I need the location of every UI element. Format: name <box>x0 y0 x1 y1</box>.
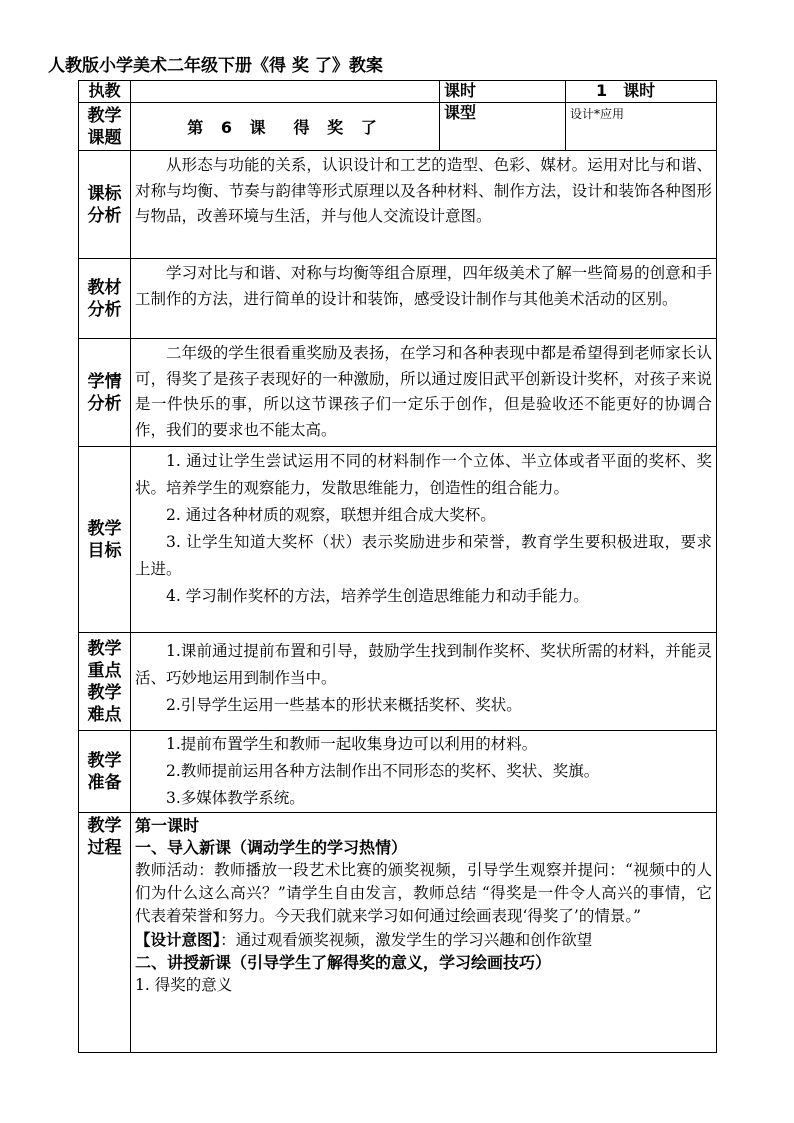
learner-analysis-content <box>131 339 717 447</box>
period-label: 课时 <box>440 81 566 103</box>
section-curriculum-analysis <box>79 151 717 259</box>
part1-heading: 一、导入新课（调动学生的学习热情） <box>135 838 408 857</box>
teaching-process-label: 教学 过程 <box>79 813 131 1053</box>
preparation-item: 1.提前布置学生和教师一起收集身边可以利用的材料。 <box>166 735 538 753</box>
curriculum-analysis-content <box>131 151 717 259</box>
section-teaching-process <box>79 813 717 1053</box>
lesson-heading: 第一课时 <box>135 816 200 835</box>
key-difficult-points-label: 教学 重点 教学 难点 <box>79 633 131 731</box>
textbook-analysis-content <box>131 259 717 339</box>
topic-label: 教学 课题 <box>79 103 131 151</box>
key-difficult-points-content <box>131 633 717 731</box>
course-title: 第 6 课 得 奖 了 <box>131 103 440 151</box>
period-value: 1 课时 <box>566 81 717 103</box>
curriculum-analysis-label: 课标 分析 <box>79 151 131 259</box>
design-intent <box>135 928 712 952</box>
preparation-item: 3.多媒体教学系统。 <box>166 789 305 807</box>
objective-item: 4. 学习制作奖杯的方法，培养学生创造思维能力和动手能力。 <box>166 587 589 605</box>
section-teaching-objectives <box>79 447 717 633</box>
lesson-type-label: 课型 <box>440 103 566 151</box>
teaching-process-content <box>131 813 717 1053</box>
key-point-item: 2.引导学生运用一些基本的形状来概括奖杯、奖状。 <box>166 696 522 714</box>
teaching-objectives-label: 教学 目标 <box>79 447 131 633</box>
learner-analysis-label: 学情 分析 <box>79 339 131 447</box>
objective-item: 1. 通过让学生尝试运用不同的材料制作一个立体、半立体或者平面的奖杯、奖状。培养学生的观察能力，发散思维能力，创造性的组合能力。 <box>135 452 712 497</box>
section-textbook-analysis <box>79 259 717 339</box>
lesson-plan-table <box>78 80 717 1053</box>
textbook-analysis-label: 教材 分析 <box>79 259 131 339</box>
objective-item: 2. 通过各种材质的观察，联想并组合成大奖杯。 <box>166 506 496 524</box>
part2-heading: 二、讲授新课（引导学生了解得奖的意义，学习绘画技巧） <box>135 953 552 972</box>
design-intent-text: ：通过观看颁奖视频，激发学生的学习兴趣和创作欲望 <box>220 931 593 949</box>
header-row-teacher <box>79 81 717 103</box>
teaching-preparation-label: 教学 准备 <box>79 731 131 813</box>
design-intent-label: 【设计意图】 <box>135 930 221 949</box>
preparation-item: 2.教师提前运用各种方法制作出不同形态的奖杯、奖状、奖旗。 <box>166 762 600 780</box>
curriculum-analysis-text: 从形态与功能的关系，认识设计和工艺的造型、色彩、媒材。运用对比与和谐、对称与均衡、节奏与韵律等形式原理以及各种材料、制作方法，设计和装饰各种图形与物品，改善环境与生活，并与他人交流设计意图。 <box>135 156 712 225</box>
header-row-topic <box>79 103 717 151</box>
lesson-type-value: 设计*应用 <box>566 103 717 151</box>
section-key-difficult-points <box>79 633 717 731</box>
part2-item: 1. 得奖的意义 <box>135 976 233 994</box>
learner-analysis-text: 二年级的学生很看重奖励及表扬，在学习和各种表现中都是希望得到老师家长认可，得奖了是孩子表现好的一种激励，所以通过废旧武平创新设计奖杯，对孩子来说是一件快乐的事，所以这节课孩子们一定乐于创作，但是验收还不能更好的协调合作，我们的要求也不能太高。 <box>135 344 712 439</box>
document-title: 人教版小学美术二年级下册《得 奖 了》教案 <box>48 56 383 76</box>
key-point-item: 1.课前通过提前布置和引导，鼓励学生找到制作奖杯、奖状所需的材料，并能灵活、巧妙地运用到制作当中。 <box>135 642 712 687</box>
teaching-objectives-content <box>131 447 717 633</box>
teacher-label: 执教 <box>79 81 131 103</box>
teaching-preparation-content <box>131 731 717 813</box>
part1-text: 教师活动：教师播放一段艺术比赛的颁奖视频，引导学生观察并提问：“视频中的人们为什么这么高兴？”请学生自由发言，教师总结 “得奖是一件令人高兴的事情，它代表着荣誉和努力。今天我们就来学习如何通过绘画表现‘得奖了’的情景。” <box>135 861 712 925</box>
textbook-analysis-text: 学习对比与和谐、对称与均衡等组合原理，四年级美术了解一些简易的创意和手工制作的方法，进行简单的设计和装饰，感受设计制作与其他美术活动的区别。 <box>135 264 712 308</box>
teacher-value <box>131 81 440 103</box>
section-learner-analysis <box>79 339 717 447</box>
section-teaching-preparation <box>79 731 717 813</box>
objective-item: 3. 让学生知道大奖杯（状）表示奖励进步和荣誉，教育学生要积极进取，要求上进。 <box>135 533 712 578</box>
